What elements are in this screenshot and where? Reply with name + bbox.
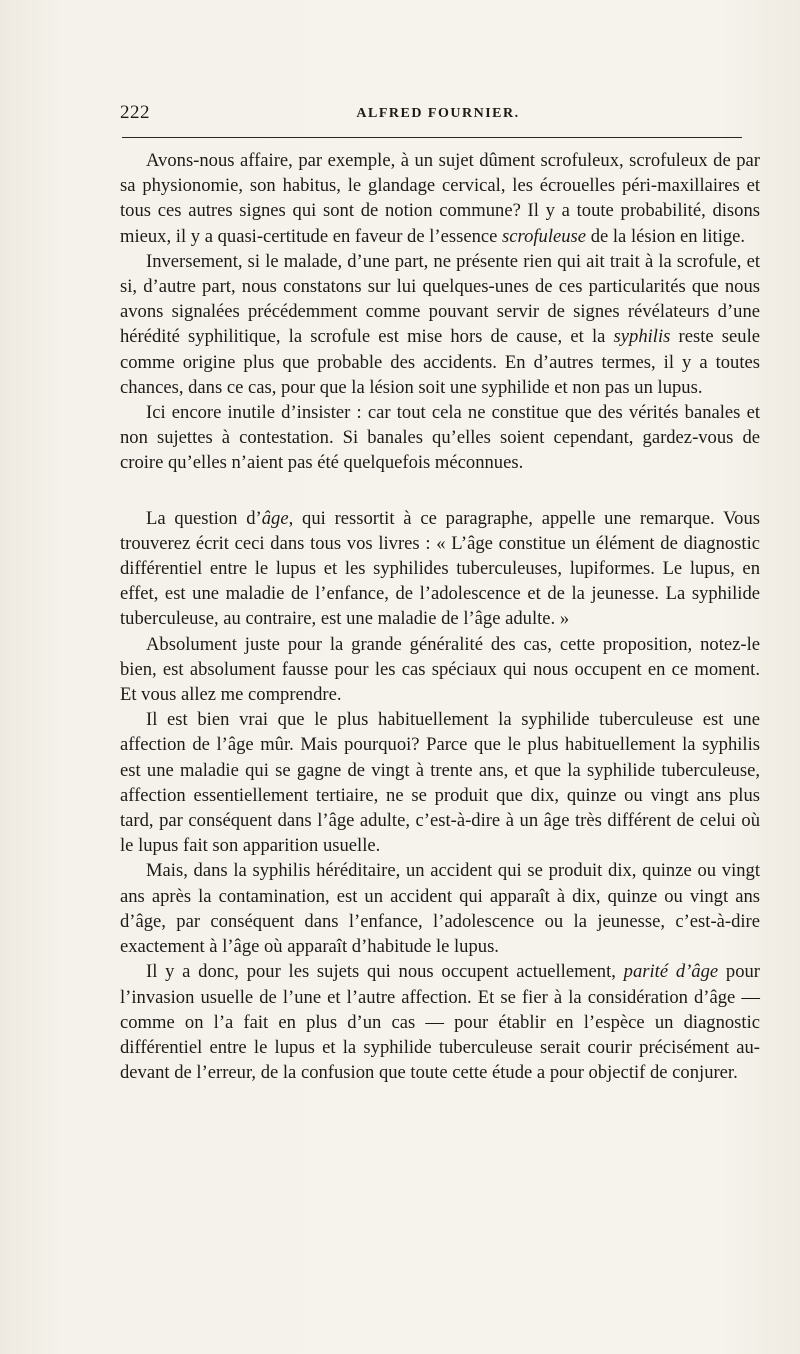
paragraph-text: La question d’ [146,507,262,529]
paragraph [120,959,760,1085]
paragraph-text: Ici encore inutile d’insister : car tout cela ne constitue que des vérités banales et non sujettes à contestation. Si banales qu’elles soient cependant, gardez-vous de croire qu’elles n’aient pas été quelquefois méconnues. [120,402,760,474]
italic-text: syphilis [613,326,671,348]
paragraph-text: Il est bien vrai que le plus habituellement la syphilide tuberculeuse est une affection de l’âge mûr. Mais pourquoi? Parce que le plus habituellement la syphilis est une maladie qui se gagne de vingt à trente ans, et que la syphilide tuberculeuse, affection essentiellement tertiaire, ne se produit que dix, quinze ou vingt ans plus tard, par conséquent dans l’âge adulte, c’est-à-dire à un âge très différent de celui où le lupus fait son apparition usuelle. [120,709,760,857]
paragraph [120,148,760,249]
paragraph-text: , qui ressortit à ce paragraphe, appelle une remarque. Vous trouverez écrit ceci dans tous vos livres : « L’âge constitue un élément de diagnostic différentiel entre le lupus et les syphilides tuberculeuses, lupiformes. Le lupus, en effet, est une maladie de l’enfance, de l’adolescence et de la jeunesse. La syphilide tuberculeuse, au contraire, est une maladie de l’âge adulte. » [120,507,760,630]
running-head [120,102,756,132]
paragraph [120,707,760,858]
italic-text: parité d’âge [623,961,719,983]
paragraph-text: Il y a donc, pour les sujets qui nous occupent actuellement, [146,961,624,983]
body-text [120,148,760,1085]
running-title: ALFRED FOURNIER. [356,106,520,121]
paragraph-text: pour l’invasion usuelle de l’une et l’autre affection. Et se fier à la considération d’âge — comme on l’a fait en plus d’un cas — pour établir en l’espèce un diagnostic différentiel entre le lupus et la syphilide tuberculeuse serait courir précisément au-devant de l’erreur, de la confusion que toute cette étude a pour objectif de conjurer. [120,961,760,1084]
paragraph-text: Absolument juste pour la grande généralité des cas, cette proposition, notez-le bien, est absolument fausse pour les cas spéciaux qui nous occupent en ce moment. Et vous allez me comprendre. [120,633,760,706]
paragraph-text: Inversement, si le malade, d’une part, ne présente rien qui ait trait à la scrofule, et si, d’autre part, nous constatons sur lui quelques-unes de ces particularités que nous avons signalées précédemment comme pouvant servir de signes révélateurs d’une hérédité syphilitique, la scrofule est mise hors de cause, et la [120,250,760,348]
paragraph-text: de la lésion en litige. [586,225,746,247]
page-number: 222 [120,102,150,123]
paragraph [120,249,760,400]
paragraph-text: Avons-nous affaire, par exemple, à un sujet dûment scrofuleux, scrofuleux de par sa physionomie, son habitus, le glandage cervical, les écrouelles péri-maxillaires et tous ces autres signes qui sont de notion commune? Il y a toute probabilité, disons mieux, il y a quasi-certitude en faveur de l’essence [120,150,760,247]
header-rule [122,137,742,138]
italic-text: âge [261,507,289,529]
paragraph [120,858,760,959]
italic-text: scrofuleuse [502,225,587,247]
paragraph [120,506,760,632]
paragraph [120,632,760,708]
paragraph [120,400,760,476]
paragraph-text: Mais, dans la syphilis héréditaire, un accident qui se produit dix, quinze ou vingt ans après la contamination, est un accident qui apparaît à dix, quinze ou vingt ans d’âge, par conséquent dans l’enfance, l’adolescence ou la jeunesse, c’est-à-dire exactement à l’âge où apparaît d’habitude le lupus. [120,860,760,958]
paragraph-text: reste seule comme origine plus que probable des accidents. En d’autres termes, il y a toutes chances, dans ce cas, pour que la lésion soit une syphilide et non pas un lupus. [120,326,760,398]
